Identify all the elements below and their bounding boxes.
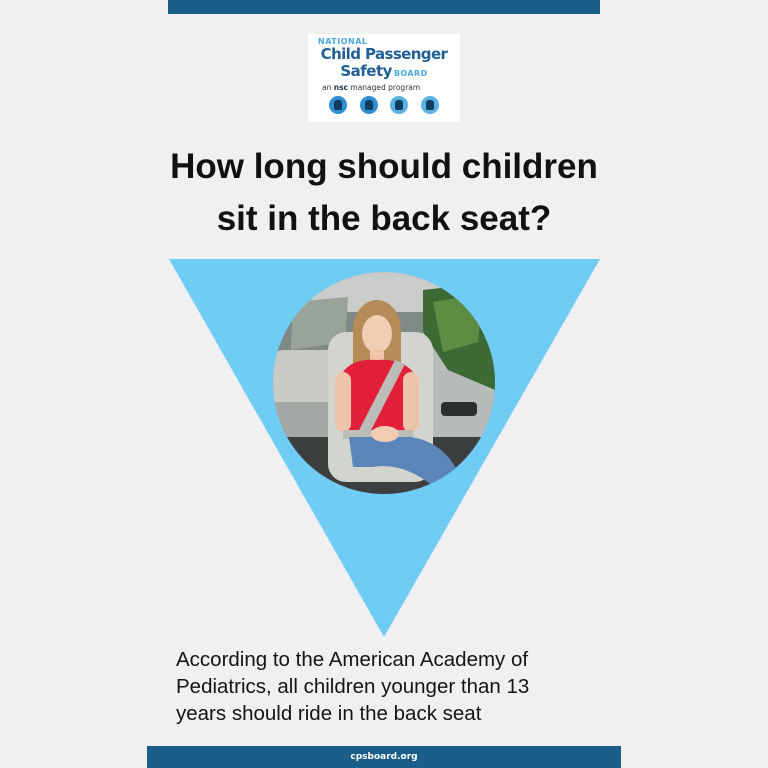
- aap-recommendation-text: [176, 646, 606, 727]
- logo-national-text: NATIONAL: [318, 37, 368, 46]
- logo-tagline-prefix: an: [322, 83, 332, 92]
- logo-safety-text: Safety: [340, 62, 392, 80]
- footer-url: cpsboard.org: [350, 752, 418, 762]
- logo-tagline-suffix: managed program: [350, 83, 421, 92]
- logo-tagline-brand: nsc: [333, 83, 348, 92]
- body-line-2: Pediatrics, all children younger than 13: [176, 675, 530, 698]
- photo-illustration: [273, 272, 495, 494]
- body-line-3: years should ride in the back seat: [176, 702, 482, 725]
- footer-bar: [147, 746, 621, 768]
- logo-board-text: BOARD: [393, 69, 428, 78]
- headline-line-1: How long should children: [170, 147, 598, 186]
- logo-child-passenger-text: Child Passenger: [320, 45, 448, 63]
- child-in-back-seat-photo: [273, 272, 495, 494]
- headline-line-2: sit in the back seat?: [216, 199, 552, 238]
- body-line-1: According to the American Academy of: [176, 648, 529, 671]
